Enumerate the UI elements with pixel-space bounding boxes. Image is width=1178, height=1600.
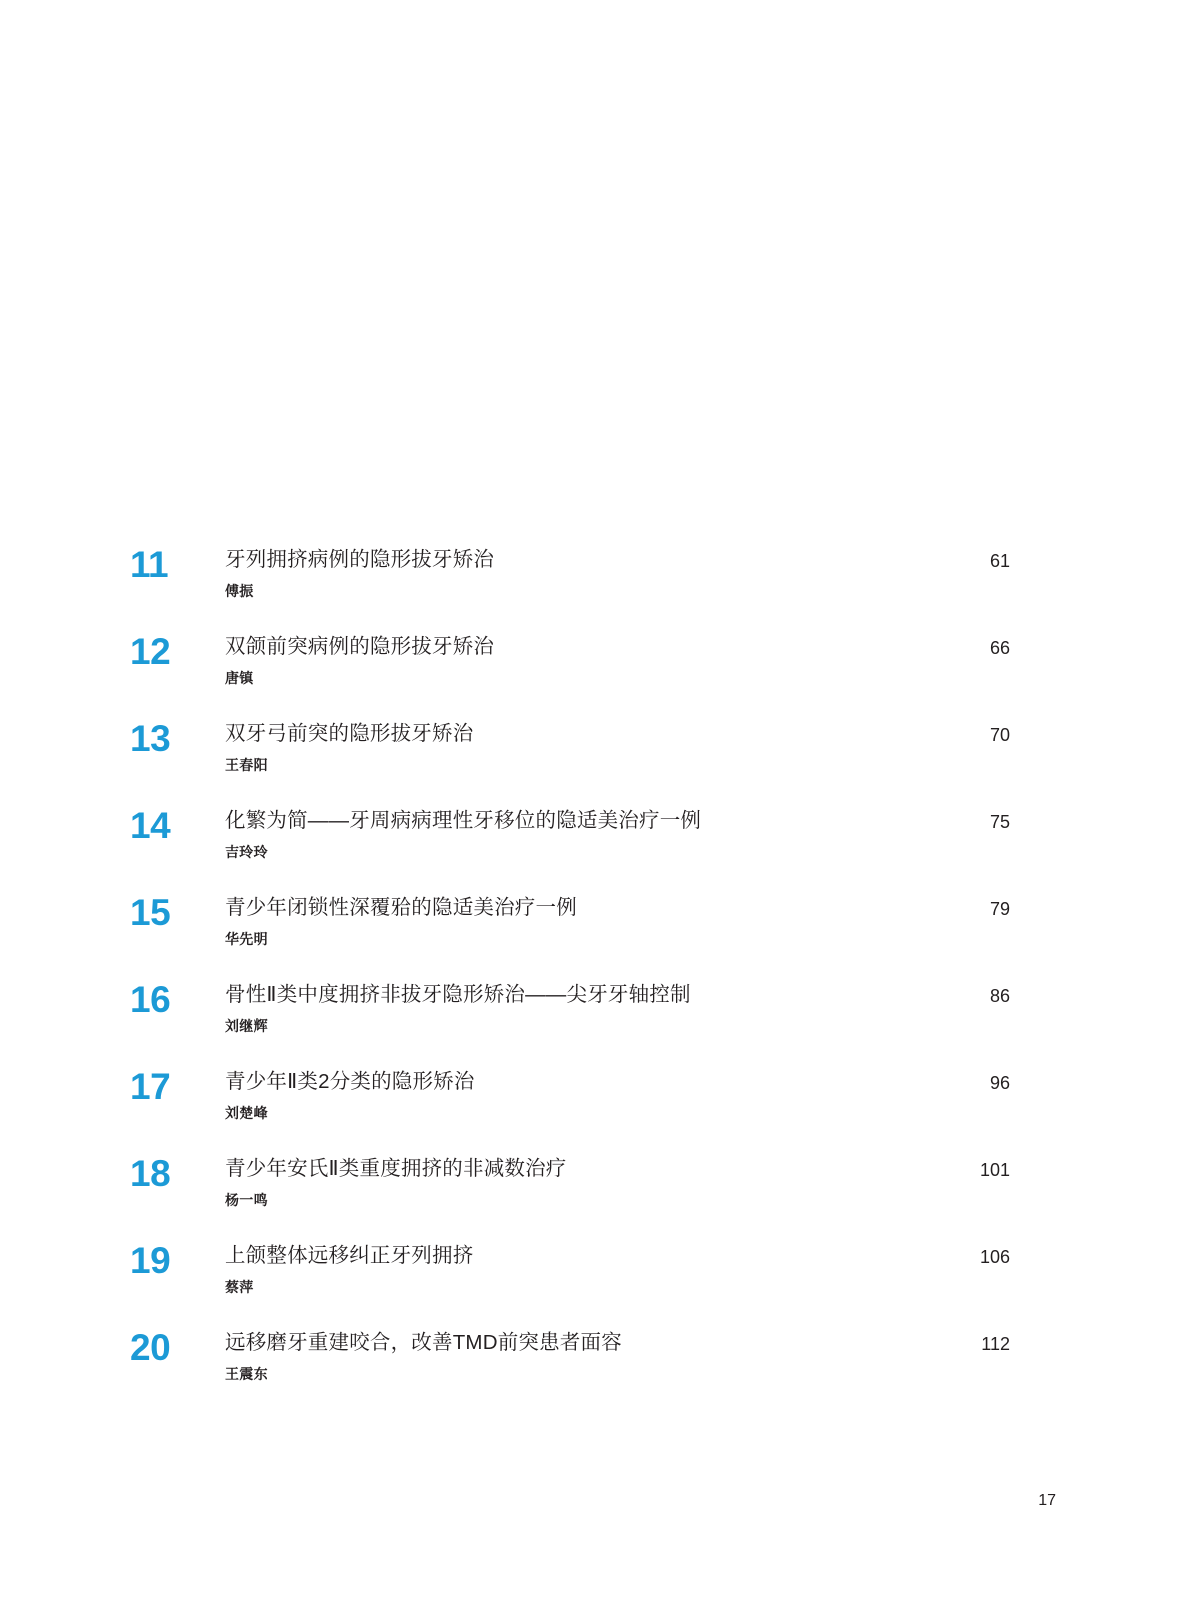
toc-entry-number: 11 [130,544,169,585]
toc-entry-title: 骨性Ⅱ类中度拥挤非拔牙隐形矫治——尖牙牙轴控制 [225,983,691,1006]
toc-entry-title: 青少年安氏Ⅱ类重度拥挤的非减数治疗 [225,1157,567,1180]
toc-entry-number: 17 [130,1066,171,1107]
toc-entry[interactable] [130,794,1010,881]
toc-entry[interactable] [130,533,1010,620]
toc-entry-page: 106 [979,1247,1010,1267]
toc-entry-page: 70 [989,725,1010,745]
toc-entry-page: 112 [981,1334,1010,1354]
toc-entry[interactable] [130,881,1010,968]
toc-entry-author: 刘楚峰 [225,1105,268,1121]
toc-entry-body [225,881,930,950]
toc-entry[interactable] [130,968,1010,1055]
toc-entry-number: 19 [130,1240,171,1281]
toc-entry-body [225,968,930,1037]
toc-entry-title: 牙列拥挤病例的隐形拔牙矫治 [225,548,495,571]
toc-entry-page: 75 [989,812,1010,832]
toc-entry-page: 61 [989,551,1010,571]
toc-entry-body [225,1229,930,1298]
toc-entry-number: 18 [130,1153,171,1194]
toc-entry[interactable] [130,1316,1010,1403]
toc-entry-page: 66 [989,638,1010,658]
toc-entry-page: 79 [989,899,1010,919]
toc-entry-body [225,1055,930,1124]
toc-entry[interactable] [130,707,1010,794]
toc-entry-title: 双颌前突病例的隐形拔牙矫治 [225,635,495,658]
toc-entry-number: 16 [130,979,171,1020]
toc-entry-number: 12 [130,631,171,672]
toc-entry-title: 远移磨牙重建咬合，改善TMD前突患者面容 [225,1331,622,1354]
toc-entry-title: 青少年Ⅱ类2分类的隐形矫治 [225,1070,475,1093]
toc-entry-page: 101 [979,1160,1010,1180]
table-of-contents [130,533,1010,1403]
toc-entry-author: 王春阳 [225,757,268,773]
toc-entry-body [225,1316,930,1385]
toc-entry-number: 14 [130,805,171,846]
toc-entry-author: 华先明 [225,931,268,947]
toc-entry-title: 双牙弓前突的隐形拔牙矫治 [225,722,474,745]
toc-entry-author: 傅振 [225,583,254,599]
toc-entry-body [225,794,930,863]
toc-entry[interactable] [130,620,1010,707]
toc-entry-author: 吉玲玲 [225,844,268,860]
toc-entry-title: 上颌整体远移纠正牙列拥挤 [225,1244,474,1267]
toc-entry-author: 蔡萍 [225,1279,254,1295]
toc-entry-body [225,1142,930,1211]
toc-entry-page: 96 [989,1073,1010,1093]
toc-entry-number: 20 [130,1327,171,1368]
toc-entry-number: 13 [130,718,171,759]
toc-entry[interactable] [130,1229,1010,1316]
toc-entry-author: 王震东 [225,1366,268,1382]
page-folio: 17 [1038,1492,1056,1509]
toc-entry-body [225,707,930,776]
toc-entry-page: 86 [989,986,1010,1006]
toc-entry[interactable] [130,1055,1010,1142]
toc-entry-number: 15 [130,892,171,933]
toc-entry-title: 青少年闭锁性深覆𬌗的隐适美治疗一例 [225,896,577,919]
toc-entry-author: 刘继辉 [225,1018,268,1034]
toc-entry[interactable] [130,1142,1010,1229]
toc-entry-author: 唐镇 [225,670,254,686]
toc-entry-body [225,533,930,602]
toc-entry-title: 化繁为简——牙周病病理性牙移位的隐适美治疗一例 [225,809,702,832]
toc-entry-author: 杨一鸣 [225,1192,268,1208]
toc-entry-body [225,620,930,689]
